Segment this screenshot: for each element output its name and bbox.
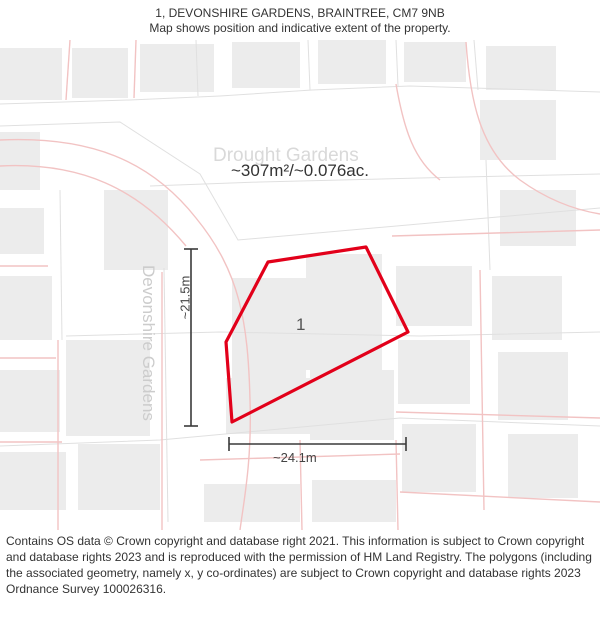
dimension-label-vertical: ~21.5m [177, 275, 193, 320]
map-canvas[interactable] [0, 40, 600, 530]
street-label-drought-gardens: Drought Gardens [213, 145, 359, 166]
copyright-notice: Contains OS data © Crown copyright and database right 2021. This information is subject to Crown copyright and database rights 2023 and is reproduced with the permission of HM Land Registry. The polygons (including the associated geometry, namely x, y co-ordinates) are subject to Crown copyright and database rights 2023 Ordnance Survey 100026316. [6, 534, 592, 596]
plot-number-label: 1 [296, 315, 306, 334]
street-label-devonshire-gardens: Devonshire Gardens [139, 265, 158, 421]
page-subtitle: Map shows position and indicative extent of the property. [149, 21, 451, 35]
map-header [0, 0, 600, 36]
dimension-label-horizontal: ~24.1m [273, 450, 317, 465]
area-label: ~307m²/~0.076ac. [231, 161, 369, 180]
page-title: 1, DEVONSHIRE GARDENS, BRAINTREE, CM7 9NB [155, 6, 445, 20]
